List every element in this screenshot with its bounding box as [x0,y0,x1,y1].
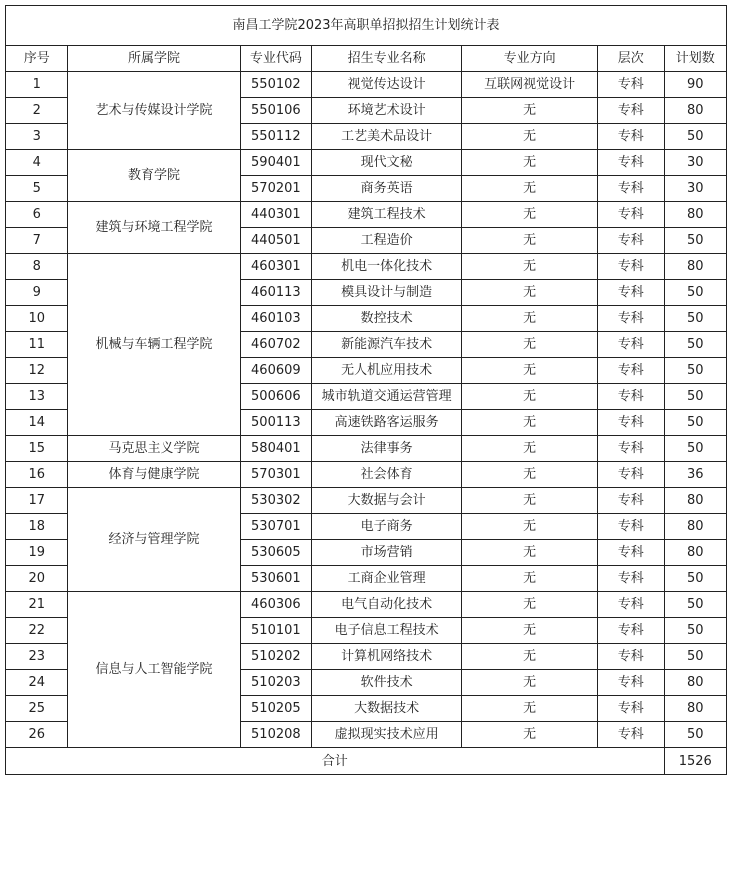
major-cell: 市场营销 [312,540,462,566]
code-cell: 510101 [240,618,311,644]
college-cell: 经济与管理学院 [68,488,240,592]
count-cell: 50 [664,332,726,358]
major-cell: 数控技术 [312,306,462,332]
college-cell: 信息与人工智能学院 [68,592,240,748]
major-cell: 模具设计与制造 [312,280,462,306]
seq-cell: 17 [6,488,68,514]
seq-cell: 23 [6,644,68,670]
college-cell: 马克思主义学院 [68,436,240,462]
seq-cell: 8 [6,254,68,280]
seq-cell: 25 [6,696,68,722]
seq-cell: 24 [6,670,68,696]
direction-cell: 无 [462,306,598,332]
code-cell: 570201 [240,176,311,202]
major-cell: 城市轨道交通运营管理 [312,384,462,410]
direction-cell: 无 [462,618,598,644]
direction-cell: 无 [462,644,598,670]
level-cell: 专科 [598,514,664,540]
seq-cell: 26 [6,722,68,748]
major-cell: 环境艺术设计 [312,98,462,124]
level-cell: 专科 [598,98,664,124]
direction-cell: 无 [462,124,598,150]
seq-cell: 3 [6,124,68,150]
code-cell: 500606 [240,384,311,410]
count-cell: 50 [664,358,726,384]
total-value: 1526 [664,748,726,775]
level-cell: 专科 [598,176,664,202]
level-cell: 专科 [598,436,664,462]
major-cell: 电子信息工程技术 [312,618,462,644]
code-cell: 460301 [240,254,311,280]
code-cell: 510205 [240,696,311,722]
major-cell: 软件技术 [312,670,462,696]
college-cell: 机械与车辆工程学院 [68,254,240,436]
level-cell: 专科 [598,202,664,228]
code-cell: 460103 [240,306,311,332]
seq-cell: 19 [6,540,68,566]
major-cell: 视觉传达设计 [312,72,462,98]
level-cell: 专科 [598,566,664,592]
seq-cell: 21 [6,592,68,618]
code-cell: 500113 [240,410,311,436]
header-code: 专业代码 [240,46,311,72]
code-cell: 440501 [240,228,311,254]
code-cell: 550112 [240,124,311,150]
table-row [6,202,727,228]
header-college: 所属学院 [68,46,240,72]
seq-cell: 11 [6,332,68,358]
seq-cell: 10 [6,306,68,332]
code-cell: 530605 [240,540,311,566]
level-cell: 专科 [598,124,664,150]
table-title: 南昌工学院2023年高职单招拟招生计划统计表 [6,6,727,46]
count-cell: 50 [664,722,726,748]
count-cell: 50 [664,124,726,150]
level-cell: 专科 [598,462,664,488]
seq-cell: 22 [6,618,68,644]
count-cell: 50 [664,384,726,410]
major-cell: 计算机网络技术 [312,644,462,670]
direction-cell: 无 [462,202,598,228]
level-cell: 专科 [598,592,664,618]
count-cell: 50 [664,436,726,462]
seq-cell: 7 [6,228,68,254]
count-cell: 50 [664,228,726,254]
count-cell: 30 [664,176,726,202]
code-cell: 580401 [240,436,311,462]
count-cell: 50 [664,280,726,306]
direction-cell: 无 [462,488,598,514]
total-row [6,748,727,775]
major-cell: 电子商务 [312,514,462,540]
seq-cell: 9 [6,280,68,306]
direction-cell: 无 [462,592,598,618]
major-cell: 工商企业管理 [312,566,462,592]
level-cell: 专科 [598,488,664,514]
level-cell: 专科 [598,228,664,254]
header-count: 计划数 [664,46,726,72]
direction-cell: 无 [462,280,598,306]
major-cell: 现代文秘 [312,150,462,176]
level-cell: 专科 [598,358,664,384]
major-cell: 工艺美术品设计 [312,124,462,150]
table-row [6,592,727,618]
seq-cell: 15 [6,436,68,462]
table-row [6,72,727,98]
table-row [6,436,727,462]
header-direction: 专业方向 [462,46,598,72]
major-cell: 大数据与会计 [312,488,462,514]
seq-cell: 2 [6,98,68,124]
major-cell: 商务英语 [312,176,462,202]
direction-cell: 无 [462,696,598,722]
level-cell: 专科 [598,254,664,280]
table-row [6,254,727,280]
code-cell: 440301 [240,202,311,228]
level-cell: 专科 [598,670,664,696]
college-cell: 建筑与环境工程学院 [68,202,240,254]
enrollment-plan-table [5,5,727,775]
code-cell: 460113 [240,280,311,306]
college-cell: 艺术与传媒设计学院 [68,72,240,150]
level-cell: 专科 [598,722,664,748]
count-cell: 30 [664,150,726,176]
direction-cell: 无 [462,98,598,124]
level-cell: 专科 [598,696,664,722]
major-cell: 机电一体化技术 [312,254,462,280]
major-cell: 高速铁路客运服务 [312,410,462,436]
table-body [6,72,727,748]
table-row [6,462,727,488]
direction-cell: 无 [462,722,598,748]
major-cell: 建筑工程技术 [312,202,462,228]
seq-cell: 12 [6,358,68,384]
direction-cell: 无 [462,566,598,592]
college-cell: 体育与健康学院 [68,462,240,488]
major-cell: 虚拟现实技术应用 [312,722,462,748]
level-cell: 专科 [598,384,664,410]
table-row [6,488,727,514]
count-cell: 80 [664,670,726,696]
count-cell: 50 [664,618,726,644]
direction-cell: 无 [462,150,598,176]
direction-cell: 无 [462,332,598,358]
header-seq: 序号 [6,46,68,72]
count-cell: 50 [664,644,726,670]
header-level: 层次 [598,46,664,72]
code-cell: 510202 [240,644,311,670]
level-cell: 专科 [598,72,664,98]
count-cell: 80 [664,696,726,722]
code-cell: 510208 [240,722,311,748]
direction-cell: 无 [462,254,598,280]
direction-cell: 无 [462,384,598,410]
direction-cell: 无 [462,436,598,462]
seq-cell: 4 [6,150,68,176]
code-cell: 510203 [240,670,311,696]
count-cell: 90 [664,72,726,98]
seq-cell: 6 [6,202,68,228]
level-cell: 专科 [598,332,664,358]
seq-cell: 16 [6,462,68,488]
header-major: 招生专业名称 [312,46,462,72]
total-label: 合计 [6,748,665,775]
direction-cell: 无 [462,462,598,488]
seq-cell: 13 [6,384,68,410]
major-cell: 工程造价 [312,228,462,254]
college-cell: 教育学院 [68,150,240,202]
major-cell: 社会体育 [312,462,462,488]
seq-cell: 1 [6,72,68,98]
level-cell: 专科 [598,150,664,176]
code-cell: 570301 [240,462,311,488]
count-cell: 50 [664,566,726,592]
major-cell: 无人机应用技术 [312,358,462,384]
seq-cell: 14 [6,410,68,436]
count-cell: 50 [664,306,726,332]
code-cell: 460702 [240,332,311,358]
code-cell: 550102 [240,72,311,98]
seq-cell: 18 [6,514,68,540]
count-cell: 36 [664,462,726,488]
count-cell: 80 [664,254,726,280]
direction-cell: 无 [462,228,598,254]
count-cell: 80 [664,98,726,124]
code-cell: 530701 [240,514,311,540]
direction-cell: 无 [462,176,598,202]
table-row [6,150,727,176]
count-cell: 80 [664,488,726,514]
count-cell: 80 [664,514,726,540]
level-cell: 专科 [598,306,664,332]
direction-cell: 无 [462,514,598,540]
level-cell: 专科 [598,410,664,436]
level-cell: 专科 [598,618,664,644]
code-cell: 460306 [240,592,311,618]
code-cell: 550106 [240,98,311,124]
code-cell: 530302 [240,488,311,514]
level-cell: 专科 [598,540,664,566]
count-cell: 50 [664,592,726,618]
count-cell: 80 [664,202,726,228]
seq-cell: 20 [6,566,68,592]
count-cell: 80 [664,540,726,566]
level-cell: 专科 [598,644,664,670]
code-cell: 530601 [240,566,311,592]
major-cell: 电气自动化技术 [312,592,462,618]
level-cell: 专科 [598,280,664,306]
direction-cell: 无 [462,410,598,436]
direction-cell: 无 [462,540,598,566]
direction-cell: 无 [462,358,598,384]
seq-cell: 5 [6,176,68,202]
major-cell: 新能源汽车技术 [312,332,462,358]
direction-cell: 互联网视觉设计 [462,72,598,98]
header-row [6,46,727,72]
direction-cell: 无 [462,670,598,696]
major-cell: 法律事务 [312,436,462,462]
major-cell: 大数据技术 [312,696,462,722]
code-cell: 460609 [240,358,311,384]
code-cell: 590401 [240,150,311,176]
count-cell: 50 [664,410,726,436]
